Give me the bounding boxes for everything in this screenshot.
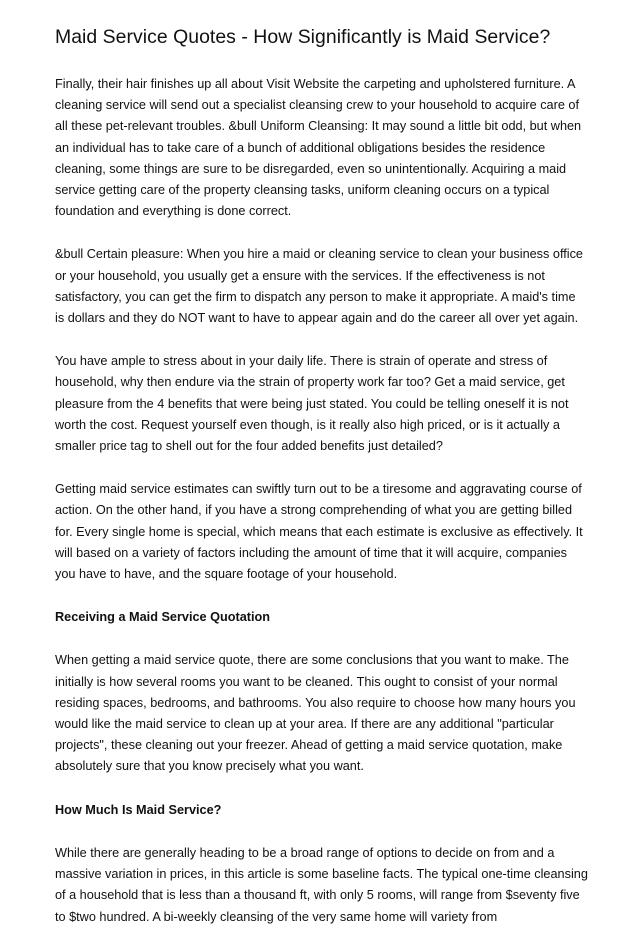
paragraph-6: While there are generally heading to be a broad range of options to decide on from and a massive variation in prices, in this article is some baseline facts. The typical one-time cleansing of a household that is less than a thousand ft, with only 5 rooms, will range from $seventy five to $two hundred. A bi-weekly cleansing of the very same home will variety from <box>55 845 588 924</box>
paragraph-4: Getting maid service estimates can swiftly turn out to be a tiresome and aggravating course of action. On the other hand, if you have a strong comprehending of what you are getting billed for. Every single home is special, which means that each estimate is exclusive as effectively. It will based on a variety of factors including the amount of time that it will acquire, companies you have to have, and the square footage of your household. <box>55 482 583 582</box>
paragraph-2: &bull Certain pleasure: When you hire a maid or cleaning service to clean your business office or your household, you usually get a ensure with the services. If the effectiveness is not satisfactory, you can get the firm to dispatch any person to make it appropriate. A maid's time is dollars and they do NOT want to have to appear again and do the career all over yet again. <box>55 247 583 326</box>
paragraph-1: Finally, their hair finishes up all about Visit Website the carpeting and upholstered furniture. A cleaning service will send out a specialist cleansing crew to your household to acquire care of all these pet-relevant troubles. &bull Uniform Cleansing: It may sound a little bit odd, but when an individual has to take care of a bunch of additional obligations besides the residence cleaning, some things are sure to be disregarded, even so unintentionally. Acquiring a maid service getting care of the property cleansing tasks, uniform cleaning occurs on a typical foundation and everything is done correct. <box>55 77 582 219</box>
paragraph-3: You have ample to stress about in your daily life. There is strain of operate and stress of household, why then endure via the strain of property work far too? Get a maid service, get pleasure from the 4 benefits that were being just stated. You could be telling oneself it is not worth the cost. Request yourself even though, is it really also high priced, or is it actually a smaller price tag to shell out for the four added benefits just detailed? <box>55 354 569 454</box>
section-heading-how-much: How Much Is Maid Service? <box>55 802 222 817</box>
page-title: Maid Service Quotes - How Significantly is Maid Service? <box>55 26 551 48</box>
section-heading-quotation: Receiving a Maid Service Quotation <box>55 610 271 625</box>
paragraph-5: When getting a maid service quote, there are some conclusions that you want to make. The initially is how several rooms you want to be cleaned. This ought to consist of your normal residing spaces, bedrooms, and bathrooms. You also require to choose how many hours you would like the maid service to clean up at your area. If there are any additional "particular projects", these cleaning out your freezer. Ahead of getting a maid service quotation, make absolutely sure that you know precisely what you want. <box>55 653 576 774</box>
